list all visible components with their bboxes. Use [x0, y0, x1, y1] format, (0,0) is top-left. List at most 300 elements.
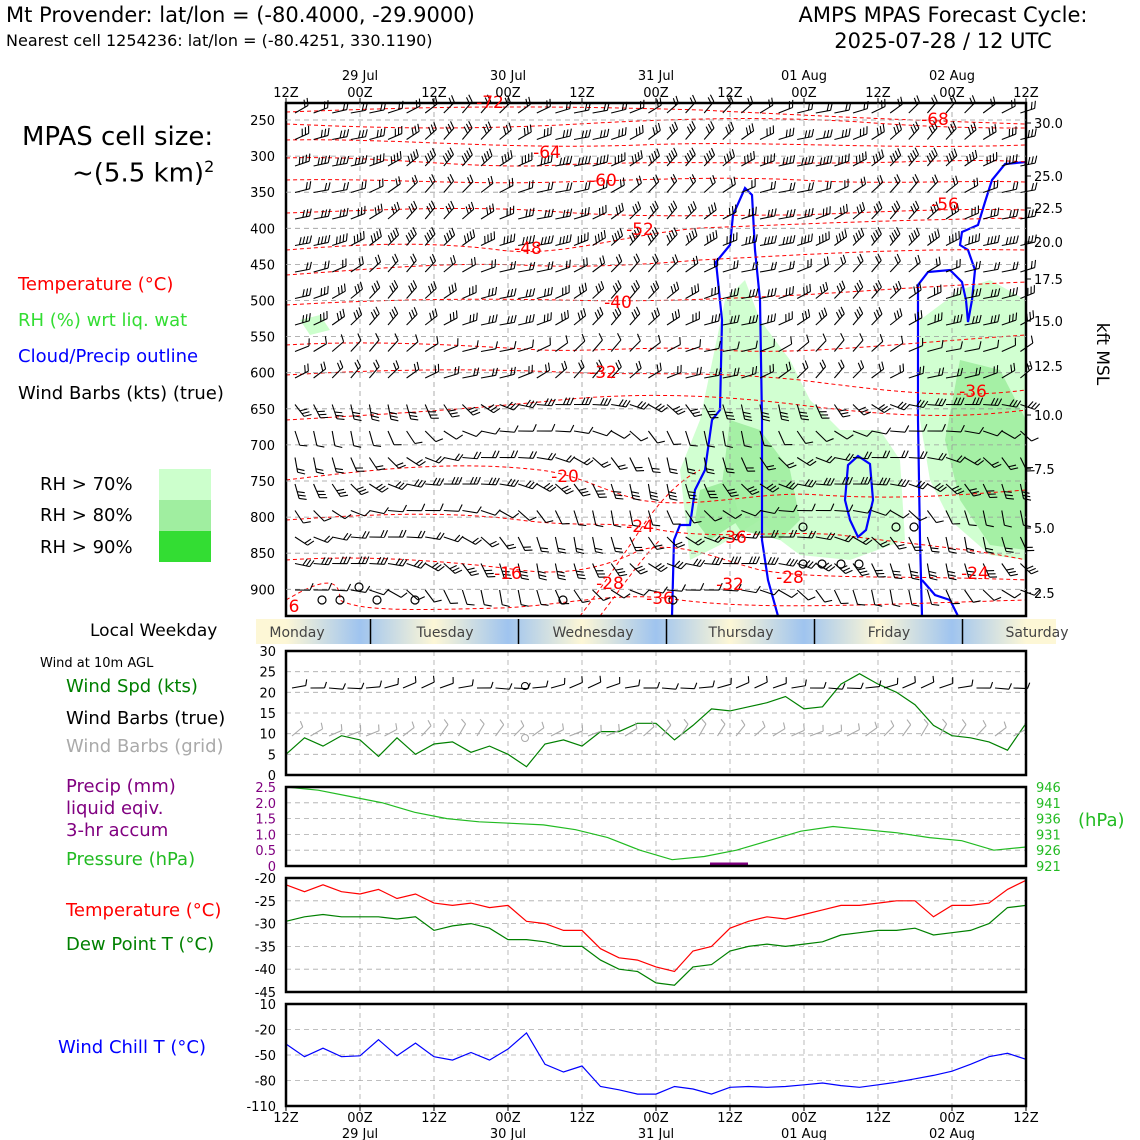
wind-barb [516, 180, 535, 192]
weekday-label: Saturday [1005, 625, 1069, 641]
wind-barb [422, 336, 441, 351]
wind-barb [630, 398, 649, 410]
wind-barb [351, 530, 370, 538]
grid-wind-barb [472, 719, 485, 736]
wind-barb [980, 124, 999, 139]
wind-barb [292, 364, 311, 378]
kft-tick-label: 15.0 [1034, 315, 1063, 330]
bottom-date-label: 29 Jul [341, 1127, 379, 1140]
wind-barb [444, 401, 460, 420]
panel-tick-label: 1.5 [255, 812, 276, 828]
wind-barb [607, 228, 625, 245]
panel-tick-label: 10 [259, 727, 276, 743]
wind-barb [462, 477, 480, 484]
wind-barb [625, 176, 643, 193]
surface-wind-barb [977, 682, 993, 688]
wind-barb [667, 428, 681, 447]
surface-wind-barb [329, 682, 345, 689]
bottom-time-tick-label: 00Z [643, 1111, 669, 1126]
wind-barb [590, 205, 609, 219]
wind-barb [686, 400, 702, 419]
wind-barb [351, 455, 365, 474]
bottom-time-tick-label: 12Z [717, 1111, 743, 1126]
wind-barb [704, 557, 722, 565]
wind-barb [681, 228, 699, 245]
wind-barb [349, 181, 368, 193]
top-date-label: 30 Jul [489, 69, 527, 84]
wind-barb [498, 315, 517, 325]
wind-barb [407, 427, 423, 446]
panel-tick-label: -20 [254, 872, 276, 887]
surface-wind-barb [310, 682, 326, 688]
wind-barb [332, 480, 348, 499]
wind-barb [667, 456, 678, 475]
wind-barb [294, 235, 313, 245]
top-time-tick-label: 12Z [865, 86, 891, 101]
wind-barb [662, 122, 680, 140]
wind-barb [796, 208, 815, 219]
wind-barb [332, 430, 342, 449]
wind-barb [518, 398, 537, 409]
wind-barb [667, 399, 685, 416]
wind-barb [457, 175, 475, 193]
panel-tick-label: -20 [254, 1023, 276, 1039]
wind-barb [551, 335, 570, 351]
temperature-contour-label: -60 [589, 171, 617, 191]
bottom-time-axis [273, 1106, 1039, 1140]
wind-barb [593, 481, 607, 500]
wind-barb [574, 536, 584, 555]
wind-barb [552, 310, 571, 325]
precip-legend-1: Precip (mm) [66, 776, 176, 797]
wind-barb [718, 122, 736, 140]
calm-wind-circle [318, 596, 326, 604]
surface-wind-barb [365, 681, 381, 688]
wind-barb [1018, 260, 1037, 272]
wind-barb [756, 98, 775, 113]
wind-barb [589, 230, 608, 245]
wind-barb [699, 148, 716, 166]
pressure-axis [250, 114, 275, 598]
pressure-panel [255, 781, 1124, 875]
grid-wind-barb [844, 723, 861, 736]
top-time-axis [273, 69, 1039, 103]
wind-barb [811, 360, 828, 378]
temperature-contour-label: -32 [589, 363, 617, 383]
dewpoint-legend: Dew Point T (°C) [66, 934, 215, 955]
wind-barb [848, 307, 865, 325]
wind-barb [480, 368, 499, 378]
wind-barb [537, 588, 549, 607]
panel-tick-label: -40 [254, 963, 276, 979]
surface-wind-barb [698, 680, 715, 688]
temperature-contour-label: -24 [961, 564, 989, 584]
wind-barb [626, 150, 645, 166]
wind-barb [830, 255, 848, 272]
wind-barb [294, 209, 313, 219]
temperature-contour-label: -28 [596, 574, 624, 594]
wind-barb [425, 451, 444, 464]
wind-barb [346, 307, 364, 325]
wind-barb [551, 361, 569, 378]
wind-barb [312, 128, 331, 140]
wind-barb [796, 182, 815, 192]
wind-barb [686, 557, 705, 567]
wind-barb [481, 560, 495, 579]
wind-barb [348, 206, 367, 219]
wind-barb [777, 235, 796, 245]
pressure-tick-label: 300 [250, 150, 275, 166]
wind-barb [630, 558, 648, 576]
wind-barb [388, 557, 407, 567]
wind-barb [720, 205, 739, 219]
wind-barb [571, 232, 590, 245]
wind-barb [885, 254, 902, 272]
wind-barb [611, 453, 627, 472]
wind-barb [366, 204, 385, 219]
wind-barb [438, 174, 455, 192]
wind-barb [518, 505, 536, 522]
wind-barb [331, 129, 350, 139]
pressure-tick-label: 941 [1036, 796, 1061, 812]
wind-barb [498, 261, 517, 272]
wind-barb [402, 307, 420, 325]
calm-wind-circle [373, 596, 381, 604]
panel-tick-label: 20 [259, 686, 276, 702]
wind-barb [517, 262, 536, 272]
wind-barb [554, 209, 573, 219]
wind-barb [946, 587, 960, 606]
wind-barb [886, 336, 905, 352]
wind-barb [941, 149, 959, 166]
grid-wind-barb [586, 725, 603, 736]
wind-barb [832, 179, 851, 193]
wind-barb [866, 254, 883, 272]
pressure-tick-label: 400 [250, 222, 275, 238]
wind-barb [648, 558, 667, 574]
wind-barb [648, 427, 664, 446]
wind-barb [346, 282, 364, 299]
wind-barb [885, 201, 902, 219]
wind-barb [740, 234, 759, 245]
wind-barb [365, 229, 384, 245]
wind-barb [553, 260, 572, 272]
bottom-time-tick-label: 12Z [865, 1111, 891, 1126]
wind-barb [737, 123, 756, 139]
wind-barb [481, 532, 499, 549]
kft-tick-label: 20.0 [1034, 236, 1063, 251]
wind-barb [812, 282, 831, 299]
wind-barb [630, 483, 641, 502]
weekday-label: Wednesday [552, 625, 634, 641]
wind-barb [515, 152, 534, 166]
wind-barb [718, 149, 736, 166]
wind-barb [719, 177, 738, 193]
wind-barb [554, 182, 573, 192]
wind-barb [570, 308, 588, 325]
wind-barb [702, 286, 721, 299]
bottom-time-tick-label: 12Z [1013, 1111, 1039, 1126]
wind-barb [776, 311, 795, 325]
wind-barb [457, 148, 474, 166]
wind-barb [518, 477, 537, 489]
wind-barb [460, 285, 479, 299]
wind-barb [368, 128, 387, 139]
wind-barb [982, 235, 1001, 246]
wind-barb [425, 586, 441, 605]
surface-wind-barb [957, 680, 974, 688]
wind-barb [609, 127, 628, 139]
temperature-legend: Temperature (°C) [66, 900, 222, 921]
panel-tick-label: -35 [254, 940, 276, 956]
wind-barb [481, 504, 500, 516]
wind-barb [811, 308, 829, 325]
kft-tick-label: 2.5 [1034, 587, 1055, 602]
wind-barb [332, 583, 350, 591]
wind-barb [348, 231, 367, 245]
wind-barb [496, 150, 515, 166]
wind-barb [1000, 262, 1019, 272]
wind-barb [630, 426, 648, 443]
wind-barb [630, 534, 644, 553]
rh70-swatch [159, 469, 211, 500]
wind-barb [588, 256, 607, 272]
wind-barb [477, 176, 496, 193]
wind-barb [441, 310, 460, 325]
wind-barb [1000, 182, 1019, 193]
temperature-contour-label: -36 [646, 589, 674, 609]
wind-barb [574, 562, 586, 581]
wind-barb [777, 209, 796, 219]
wind-barb [462, 400, 480, 418]
wind-barb [682, 256, 701, 272]
wind-barb [662, 148, 679, 166]
wind-barb [924, 285, 943, 299]
wind-barb [388, 584, 407, 599]
wind-barb [402, 175, 420, 193]
calm-wind-circle [837, 560, 845, 568]
surface-wind-barb [291, 679, 308, 688]
wind-barb [476, 122, 493, 140]
legend-rh: RH (%) wrt liq. wat [18, 310, 188, 331]
cell-size-text: ~(5.5 km) [72, 158, 205, 189]
wind-barb [407, 585, 425, 602]
wind-barb [885, 148, 903, 166]
wind-barb [314, 429, 325, 448]
wind-barb [535, 287, 554, 299]
wind-barb [982, 262, 1001, 272]
wind-barb [1002, 560, 1018, 579]
wind-barb [314, 530, 333, 543]
wind-barb [682, 284, 701, 299]
wind-barb [667, 557, 686, 570]
wind-barb [611, 425, 630, 440]
wind-barb [777, 182, 796, 192]
forecast-cycle-time: 2025-07-28 / 12 UTC [834, 29, 1052, 53]
wind-barb [922, 175, 939, 193]
pressure-tick-label: 700 [250, 438, 275, 454]
wind-barb [606, 333, 623, 351]
wind-barb [981, 208, 1000, 219]
wind-barb [407, 504, 425, 511]
wind-barb [779, 557, 798, 567]
wind-barb [663, 309, 682, 325]
bottom-date-label: 02 Aug [928, 1127, 976, 1140]
wind-barb [739, 207, 758, 219]
wind-barb [496, 178, 515, 193]
top-time-tick-label: 00Z [791, 86, 817, 101]
wind-barb [796, 129, 815, 139]
wind-barb [796, 156, 815, 166]
wind-barb [369, 504, 388, 515]
surface-wind-barb [900, 676, 917, 688]
wind-barb [366, 179, 385, 193]
wind-barb [534, 127, 553, 140]
wind-barb [588, 307, 605, 325]
wind-barb [367, 153, 386, 166]
wind-barb [1019, 156, 1038, 166]
pressure-tick-label: 936 [1036, 812, 1061, 828]
wind-barb [383, 333, 400, 351]
wind-barb [328, 309, 347, 325]
wind-barb [815, 103, 834, 113]
cross-section-panel [250, 69, 1112, 617]
wind-barb [479, 287, 498, 299]
surface-wind-barb [662, 682, 678, 689]
wind-barb [1020, 558, 1038, 575]
temperature-contour-label: -16 [494, 564, 522, 584]
surface-wind-barb [752, 676, 769, 688]
wind-barb [383, 360, 401, 378]
wind-barb [927, 562, 937, 581]
temperature-contour-label: -36 [719, 528, 747, 548]
wind-barb [388, 403, 398, 422]
wind-barb [294, 262, 313, 272]
wind-barb [402, 149, 420, 166]
wind-barb [644, 149, 662, 166]
rh90-swatch [159, 531, 211, 562]
wind-barb [312, 209, 331, 219]
calm-wind-circle-grid [522, 735, 529, 742]
wind-barb [850, 151, 869, 166]
wind-barb [518, 424, 536, 431]
wind-barb [349, 155, 368, 166]
pressure-tick-label: 931 [1036, 828, 1061, 844]
wind-barb [312, 155, 331, 166]
temperature-contour-label: -72 [476, 93, 504, 113]
wind-barb [886, 122, 904, 139]
wind-barb [388, 530, 406, 537]
weekday-strip [256, 619, 1069, 644]
wind-10m-label: Wind at 10m AGL [40, 656, 154, 671]
wind-barb [555, 451, 574, 463]
wind-barb [500, 477, 519, 487]
grid-wind-barb [808, 725, 825, 736]
wind-barb [517, 288, 536, 298]
wind-barb [500, 451, 518, 458]
wind-barb [332, 505, 351, 521]
panel-tick-label: 0 [267, 769, 276, 784]
wind-barb [480, 314, 499, 325]
pressure-tick-label: 900 [250, 583, 275, 599]
wind-barb [593, 536, 603, 555]
panel-tick-label: -80 [254, 1074, 276, 1090]
wind-barb [890, 424, 908, 432]
wind-barb [403, 124, 422, 140]
wind-barb [848, 360, 866, 378]
wind-barb [700, 203, 719, 219]
surface-wind-barb [438, 677, 455, 688]
bottom-time-tick-label: 00Z [939, 1111, 965, 1126]
wind-barb [457, 121, 474, 139]
local-weekday-label: Local Weekday [90, 621, 218, 641]
wind-barb [643, 201, 660, 219]
wind-barb [518, 451, 536, 459]
surface-wind-barb [847, 682, 863, 689]
wind-barb [442, 366, 461, 378]
bottom-time-tick-label: 12Z [569, 1111, 595, 1126]
legend-rh70-label: RH > 70% [40, 474, 133, 495]
bottom-date-label: 31 Jul [637, 1127, 675, 1140]
grid-wind-barb [382, 723, 399, 736]
wind-barb [518, 589, 528, 608]
temperature-contour-label: -56 [931, 195, 959, 215]
pressure-tick-label: 946 [1036, 781, 1061, 796]
wind-speed-panel [259, 645, 1029, 784]
temperature-contour-label: -28 [776, 568, 804, 588]
wind-barb [867, 175, 885, 192]
grid-wind-barb [327, 724, 344, 736]
wind-barb [462, 559, 478, 578]
wind-barb [570, 283, 589, 299]
kft-tick-label: 25.0 [1034, 170, 1063, 185]
wind-barb [777, 128, 796, 140]
wind-barb [848, 228, 866, 246]
wind-barb [517, 314, 536, 325]
wind-barb [383, 202, 401, 219]
weekday-label: Monday [269, 625, 325, 641]
weekday-label: Tuesday [416, 625, 474, 641]
wind-barb [644, 335, 663, 351]
wind-barb [886, 308, 904, 325]
temperature-contour-label: -36 [959, 382, 987, 402]
panel-tick-label: 0 [267, 860, 276, 875]
wind-barb [401, 227, 418, 245]
wind-barb [388, 428, 402, 447]
wind-barb [680, 148, 697, 166]
wind-barb [422, 364, 441, 378]
wind-barb [587, 333, 604, 351]
surface-wind-barb [624, 679, 641, 688]
wind-barb [293, 288, 312, 299]
wind-barb [960, 123, 978, 140]
wind-barb [611, 509, 621, 528]
wind-barb [848, 280, 865, 298]
wind-barb [816, 586, 832, 605]
temperature-contour-label: -24 [626, 517, 654, 537]
panel-tick-label: -110 [246, 1100, 276, 1115]
pressure-tick-label: 600 [250, 366, 275, 382]
wind-barb [903, 174, 920, 192]
wind-barb [553, 285, 572, 299]
top-time-tick-label: 12Z [717, 86, 743, 101]
kft-tick-label: 10.0 [1034, 409, 1063, 424]
wind-barb [331, 182, 350, 192]
wind-barb [535, 261, 554, 272]
wind-barb [314, 506, 332, 524]
wind-barb [872, 399, 891, 415]
wind-barb [383, 228, 401, 246]
